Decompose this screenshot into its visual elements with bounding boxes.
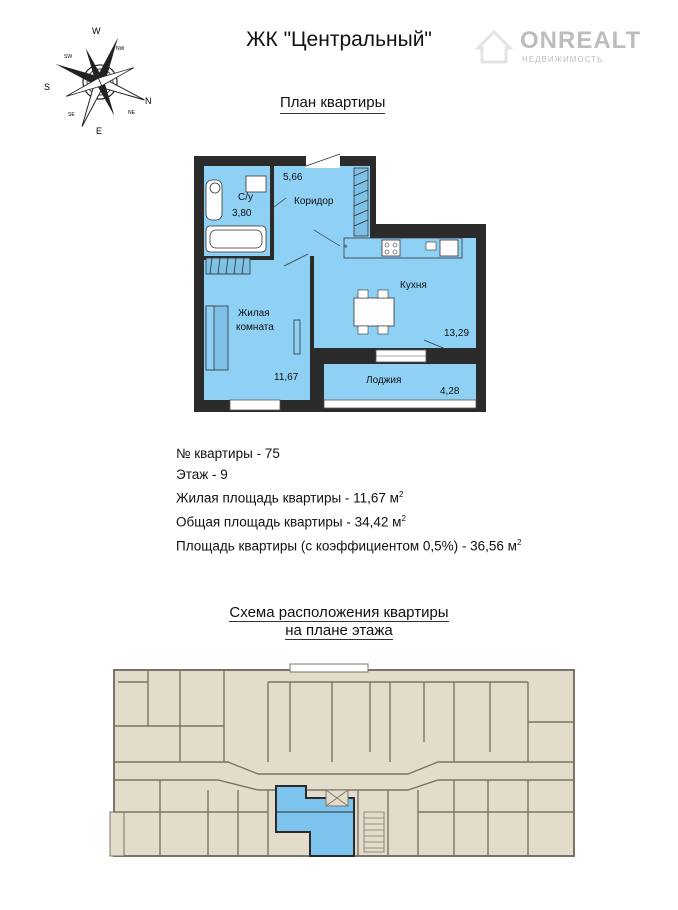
living-room-name-line2: комната: [236, 322, 274, 333]
total-area-line: Общая площадь квартиры - 34,42 $м^2$: [176, 514, 406, 530]
bathroom-area-label: 3,80: [232, 208, 252, 219]
compass-sw-label: SW: [64, 54, 73, 60]
apartment-plan: [190, 150, 490, 420]
compass-n-label: N: [145, 96, 152, 106]
loggia-name-label: Лоджия: [366, 375, 402, 386]
plan-title: План квартиры: [280, 94, 385, 114]
floor-scheme: [108, 662, 578, 860]
apartment-number: № квартиры - 75: [176, 446, 280, 461]
loggia-area-label: 4,28: [440, 386, 460, 397]
compass-se-label: SE: [68, 112, 75, 118]
bathroom-name-label: С/у: [238, 192, 253, 203]
apartment-info: [176, 444, 521, 557]
compass-s-label: S: [44, 82, 51, 92]
compass-e-label: E: [96, 126, 103, 136]
living-room-name-line1: Жилая: [238, 308, 270, 319]
watermark-subtitle: НЕДВИЖИМОСТЬ: [522, 55, 604, 64]
compass-w-label: W: [92, 26, 101, 36]
compass-rose-icon: [28, 20, 158, 140]
corridor-name-label: Коридор: [294, 196, 334, 207]
compass-ne-label: NE: [128, 110, 135, 116]
coef-area-line: Площадь квартиры (с коэффициентом 0,5%) - 36,56 $м^2$: [176, 538, 522, 554]
living-area-line: Жилая площадь квартиры - 11,67 $м^2$: [176, 490, 404, 506]
compass-nw-label: NW: [116, 46, 125, 52]
kitchen-name-label: Кухня: [400, 280, 427, 291]
floor-scheme-drawing: [108, 662, 578, 860]
kitchen-area-label: 13,29: [444, 328, 470, 339]
watermark-logo: ONREALT: [520, 27, 642, 54]
living-room-area-label: 11,67: [274, 372, 299, 383]
page-title: ЖК "Центральный": [246, 28, 432, 51]
apartment-floor: Этаж - 9: [176, 466, 228, 482]
corridor-area-label: 5,66: [283, 172, 303, 183]
apartment-plan-drawing: [190, 150, 490, 420]
scheme-title: Схема расположения квартиры на плане этажа: [229, 604, 449, 639]
kitchen-asterisk-icon: *: [344, 243, 348, 253]
